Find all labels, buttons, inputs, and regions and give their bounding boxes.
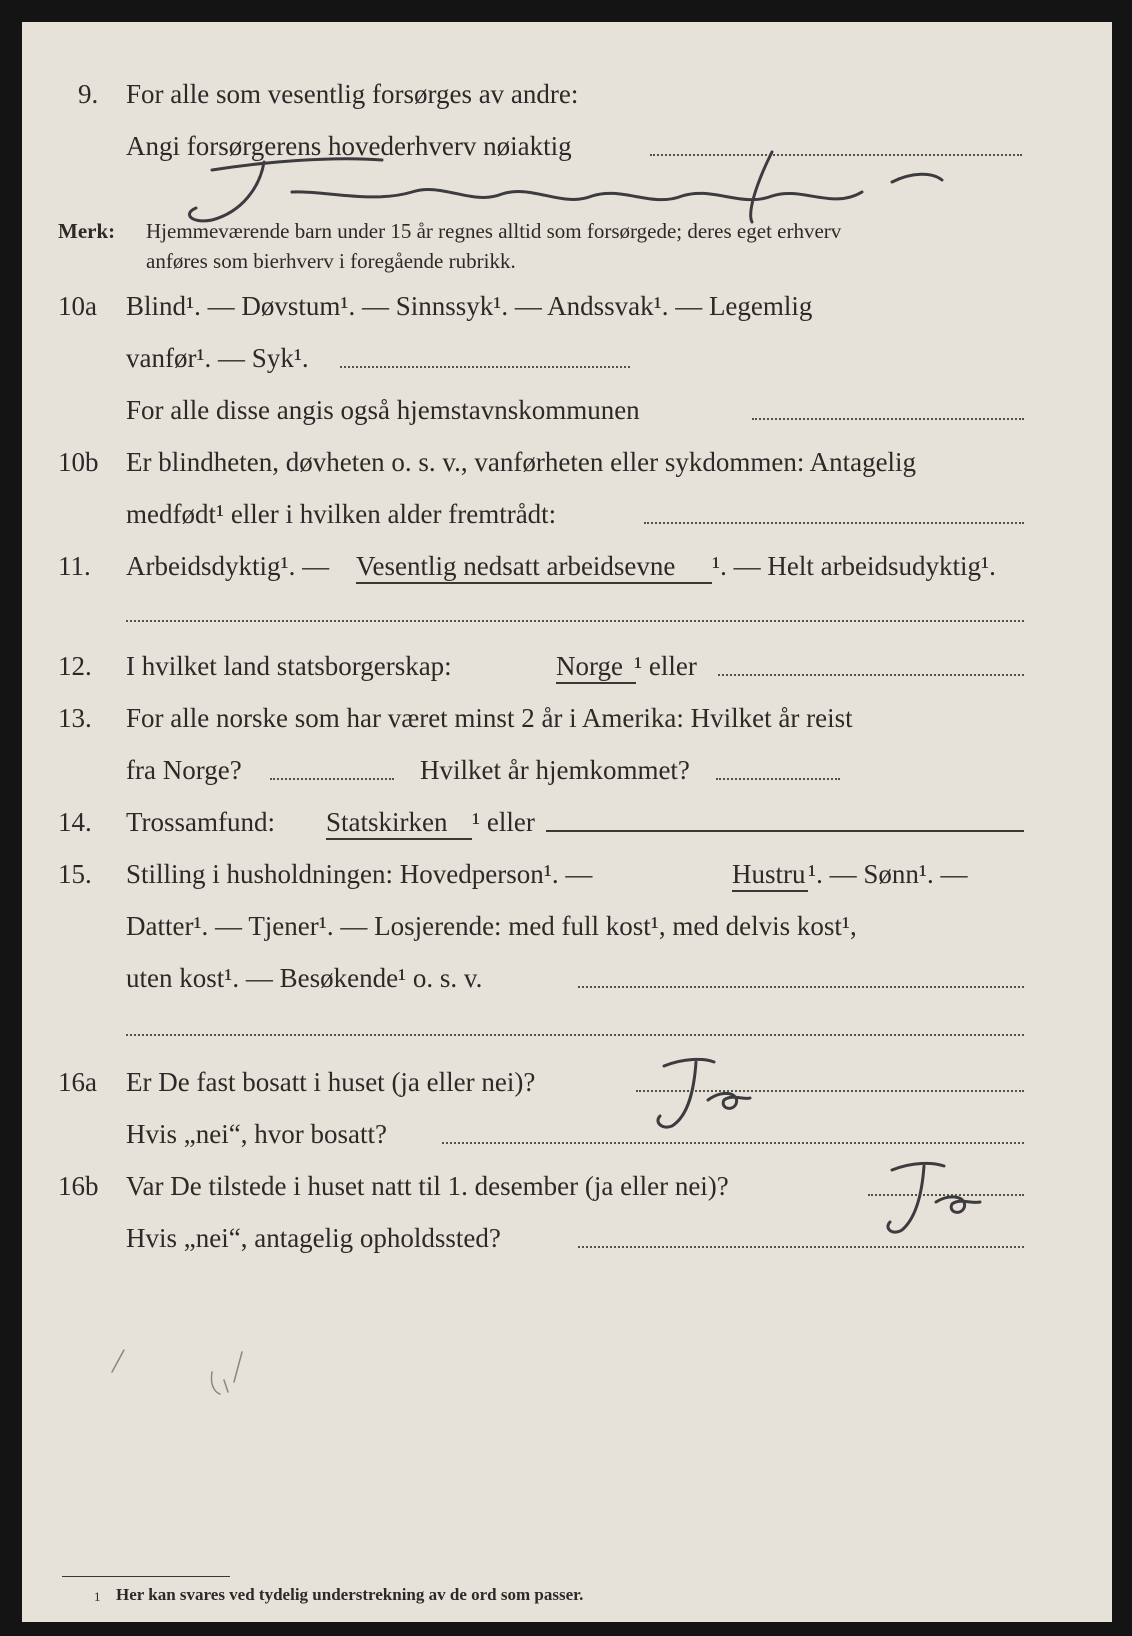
q14-choice: Statskirken [326, 807, 448, 837]
census-form-page [22, 22, 1112, 1622]
footnote-text: Her kan svares ved tydelig understrekning av de ord som passer. [116, 1585, 584, 1604]
pencil-mark-icon [102, 1332, 262, 1402]
q11-underline [356, 582, 712, 584]
merk-label: Merk: [58, 219, 116, 243]
q9-number: 9. [78, 79, 99, 109]
q12-after: ¹ eller [634, 651, 697, 681]
q16a-number: 16a [58, 1067, 97, 1097]
q16b-handwritten-answer [872, 1152, 992, 1242]
q11-opt1: Arbeidsdyktig¹. — [126, 551, 330, 581]
q11-opt3: ¹. — Helt arbeidsudyktig¹. [712, 551, 996, 581]
q12-underline [556, 682, 636, 684]
q10a-line2-fill [340, 366, 630, 368]
q16b-number: 16b [58, 1171, 99, 1201]
q10b-fill [644, 522, 1024, 524]
q16a-line2: Hvis „nei“, hvor bosatt? [126, 1119, 387, 1149]
q14-underline [326, 838, 472, 840]
q12-choice: Norge [556, 651, 623, 681]
q9-line2: Angi forsørgerens hovederhverv nøiaktig [126, 131, 572, 161]
q15-line3-fill [578, 986, 1024, 988]
q15-underline [732, 890, 808, 892]
q10a-line1: Blind¹. — Døvstum¹. — Sinnssyk¹. — Andssvak¹. — Legemlig [126, 291, 813, 321]
q10a-line2: vanfør¹. — Syk¹. [126, 343, 309, 373]
q16a-handwritten-answer [644, 1046, 764, 1136]
q15-line1a: Stilling i husholdningen: Hovedperson¹. — [126, 859, 593, 889]
q9-line1: For alle som vesentlig forsørges av andre: [126, 79, 579, 109]
q12-number: 12. [58, 651, 92, 681]
q13-line1: For alle norske som har været minst 2 år i Amerika: Hvilket år reist [126, 703, 853, 733]
q16b-line2: Hvis „nei“, antagelig opholdssted? [126, 1223, 501, 1253]
q11-opt2: Vesentlig nedsatt arbeidsevne [356, 551, 676, 581]
q10b-line2: medfødt¹ eller i hvilken alder fremtrådt: [126, 499, 557, 529]
q16b-line1: Var De tilstede i huset natt til 1. desember (ja eller nei)? [126, 1171, 729, 1201]
footnote-mark: 1 [94, 1589, 101, 1604]
q13-number: 13. [58, 703, 92, 733]
q15-line3: uten kost¹. — Besøkende¹ o. s. v. [126, 963, 483, 993]
q14-text: Trossamfund: [126, 807, 276, 837]
q15-extra-fill [126, 1034, 1024, 1036]
q11-fill [126, 620, 1024, 622]
q15-line1-choice: Hustru [732, 859, 806, 889]
q14-number: 14. [58, 807, 92, 837]
q16b-line2-fill [578, 1246, 1024, 1248]
q15-line2: Datter¹. — Tjener¹. — Losjerende: med full kost¹, med delvis kost¹, [126, 911, 857, 941]
q16a-line2-fill [442, 1142, 1024, 1144]
footnote-rule [62, 1576, 230, 1577]
q15-number: 15. [58, 859, 92, 889]
q13-line2b: Hvilket år hjemkommet? [420, 755, 690, 785]
q12-text: I hvilket land statsborgerskap: [126, 651, 452, 681]
q13-line2a: fra Norge? [126, 755, 242, 785]
q10a-line3-fill [752, 418, 1024, 420]
merk-line1: Hjemmeværende barn under 15 år regnes alltid som forsørgede; deres eget erhverv [146, 219, 842, 243]
q12-fill [718, 674, 1024, 676]
q13-year-returned-fill [716, 778, 840, 780]
q11-number: 11. [58, 551, 91, 581]
q13-year-left-fill [270, 778, 394, 780]
q14-fill [546, 830, 1024, 832]
q15-line1b: ¹. — Sønn¹. — [808, 859, 968, 889]
q16a-line1: Er De fast bosatt i huset (ja eller nei)? [126, 1067, 536, 1097]
q10b-number: 10b [58, 447, 99, 477]
q10a-number: 10a [58, 291, 97, 321]
q10a-line3: For alle disse angis også hjemstavnskommunen [126, 395, 640, 425]
q10b-line1: Er blindheten, døvheten o. s. v., vanførheten eller sykdommen: Antagelig [126, 447, 917, 477]
merk-line2: anføres som bierhverv i foregående rubrikk. [146, 249, 516, 273]
q14-after: ¹ eller [472, 807, 535, 837]
